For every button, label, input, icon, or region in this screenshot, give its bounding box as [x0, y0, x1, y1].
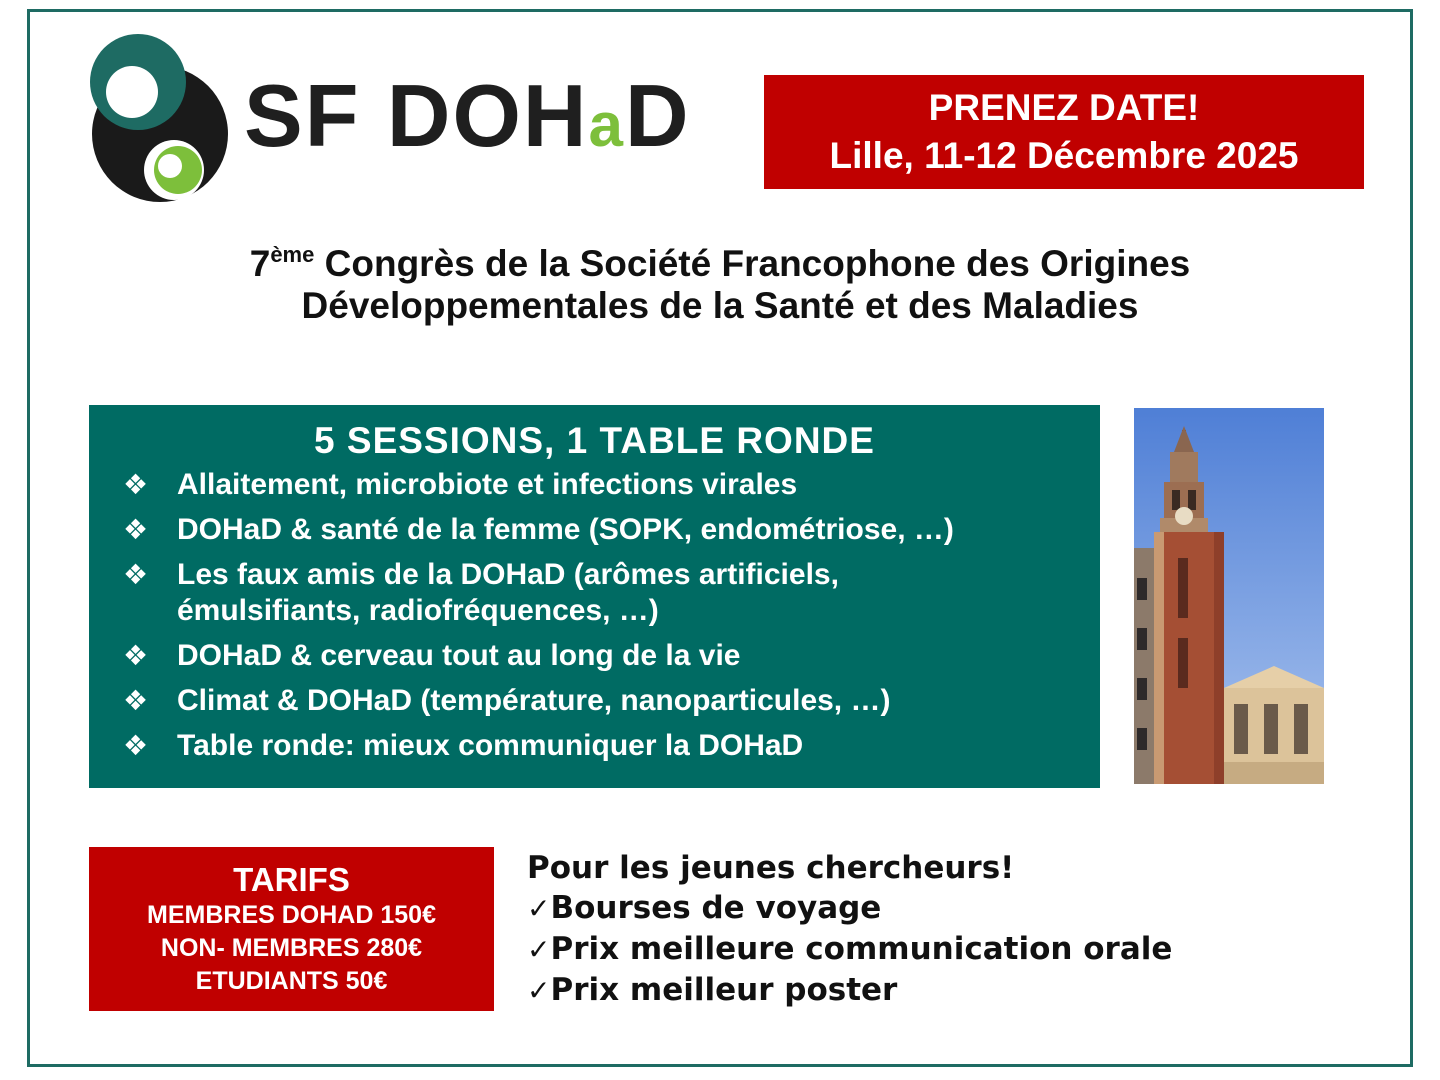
tarif-members: MEMBRES DOHAD 150€ [147, 901, 436, 929]
diamond-bullet-icon: ❖ [123, 559, 149, 590]
sessions-title: 5 SESSIONS, 1 TABLE RONDE [314, 420, 875, 461]
congress-title-line2: Développementales de la Santé et des Maladies [301, 285, 1139, 326]
save-the-date-box [764, 75, 1364, 189]
young-researchers-title: Pour les jeunes chercheurs! [527, 850, 1015, 886]
young-item-travel-grants: ✓Bourses de voyage [527, 890, 882, 926]
check-icon: ✓ [527, 933, 551, 966]
sessions-list [89, 467, 1100, 764]
session-item [89, 467, 1100, 503]
tarif-non-members: NON- MEMBRES 280€ [160, 934, 423, 962]
young-item-poster-prize: ✓Prix meilleur poster [527, 972, 898, 1008]
diamond-bullet-icon: ❖ [123, 514, 149, 545]
date-box-date: Lille, 11-12 Décembre 2025 [829, 135, 1299, 176]
tarif-students: ETUDIANTS 50€ [195, 967, 388, 995]
session-item-text: Climat & DOHaD (température, nanoparticules, …) [177, 684, 891, 717]
congress-title-line1: 7ème Congrès de la Société Francophone des Origines [249, 242, 1191, 284]
congress-title [0, 243, 1440, 327]
young-researchers-section [527, 848, 1172, 1011]
check-icon: ✓ [527, 974, 551, 1007]
sf-dohad-logo [88, 34, 691, 204]
diamond-bullet-icon: ❖ [123, 730, 149, 761]
session-item [89, 728, 1100, 764]
session-item-text: DOHaD & santé de la femme (SOPK, endométriose, …) [177, 513, 954, 546]
session-item [89, 557, 1100, 629]
logo-circles-icon [88, 34, 248, 204]
session-item-text: Les faux amis de la DOHaD (arômes artificiels, [177, 558, 839, 591]
session-item-text: émulsifiants, radiofréquences, …) [177, 594, 659, 627]
tarifs-title: TARIFS [233, 861, 350, 898]
session-item-text: DOHaD & cerveau tout au long de la vie [177, 639, 741, 672]
diamond-bullet-icon: ❖ [123, 685, 149, 716]
diamond-bullet-icon: ❖ [123, 469, 149, 500]
sessions-panel [89, 405, 1100, 788]
session-item-text: Table ronde: mieux communiquer la DOHaD [177, 729, 804, 762]
belfry-tower-photo [1134, 408, 1324, 784]
session-item [89, 683, 1100, 719]
check-icon: ✓ [527, 892, 551, 925]
session-item [89, 512, 1100, 548]
logo-wordmark: SF DOHaD [244, 66, 691, 165]
session-item-text: Allaitement, microbiote et infections virales [177, 468, 798, 501]
session-item [89, 638, 1100, 674]
date-box-headline: PRENEZ DATE! [928, 87, 1200, 128]
diamond-bullet-icon: ❖ [123, 640, 149, 671]
young-item-oral-prize: ✓Prix meilleure communication orale [527, 931, 1173, 967]
tarifs-box [89, 847, 494, 1011]
